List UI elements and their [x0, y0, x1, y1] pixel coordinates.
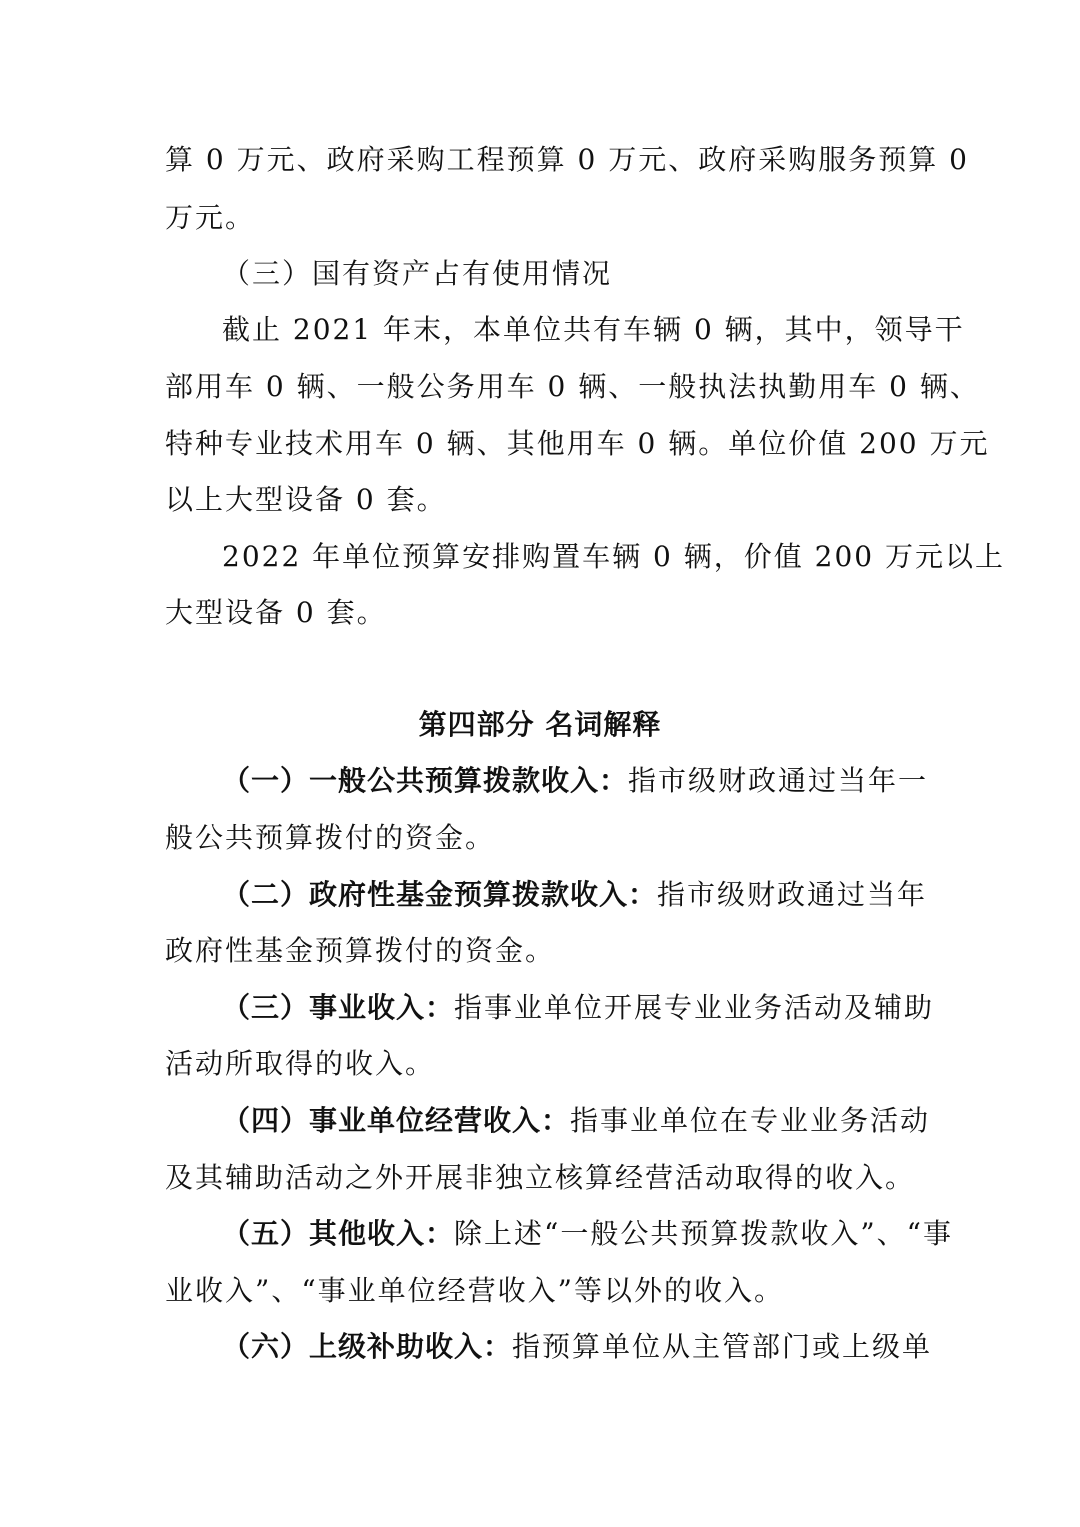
section-heading: 第四部分 名词解释 [418, 708, 662, 741]
term-entry-first-line [222, 1093, 931, 1149]
term-label: （二）政府性基金预算拨款收入： [222, 878, 658, 911]
paragraph-line: 万元。 [165, 201, 256, 234]
term-definition-line: 业收入”、“事业单位经营收入”等以外的收入。 [165, 1274, 784, 1307]
term-entry-first-line [222, 867, 928, 923]
term-definition-line: 政府性基金预算拨付的资金。 [165, 934, 556, 967]
term-entry-first-line [222, 980, 935, 1036]
term-definition: 指事业单位开展专业业务活动及辅助 [454, 991, 935, 1024]
term-entry-first-line [222, 753, 929, 809]
term-definition-line: 活动所取得的收入。 [165, 1047, 436, 1080]
term-label: （六）上级补助收入： [222, 1330, 513, 1363]
paragraph-line: 算 0 万元、政府采购工程预算 0 万元、政府采购服务预算 0 [165, 143, 969, 176]
term-definition: 指事业单位在专业业务活动 [570, 1104, 931, 1137]
term-definition-line: 般公共预算拨付的资金。 [165, 821, 496, 854]
term-label: （一）一般公共预算拨款收入： [222, 764, 629, 797]
paragraph-line: 特种专业技术用车 0 辆、其他用车 0 辆。单位价值 200 万元 [165, 427, 990, 460]
term-entry-first-line [222, 1319, 933, 1375]
term-entry-first-line [222, 1206, 953, 1262]
subsection-title: （三）国有资产占有使用情况 [222, 257, 613, 290]
term-definition: 指市级财政通过当年一 [628, 764, 929, 797]
term-definition-line: 及其辅助活动之外开展非独立核算经营活动取得的收入。 [165, 1161, 916, 1194]
paragraph-line: 部用车 0 辆、一般公务用车 0 辆、一般执法执勤用车 0 辆、 [165, 370, 980, 403]
term-label: （五）其他收入： [222, 1217, 455, 1250]
term-label: （三）事业收入： [222, 991, 455, 1024]
term-definition: 指预算单位从主管部门或上级单 [512, 1330, 933, 1363]
paragraph-line: 以上大型设备 0 套。 [165, 483, 447, 516]
paragraph-line: 2022 年单位预算安排购置车辆 0 辆，价值 200 万元以上 [222, 540, 1006, 573]
term-label: （四）事业单位经营收入： [222, 1104, 571, 1137]
paragraph-line: 大型设备 0 套。 [165, 596, 387, 629]
term-definition: 指市级财政通过当年 [657, 878, 928, 911]
term-definition: 除上述“一般公共预算拨款收入”、“事 [454, 1217, 953, 1250]
paragraph-line: 截止 2021 年末，本单位共有车辆 0 辆，其中，领导干 [222, 313, 965, 346]
